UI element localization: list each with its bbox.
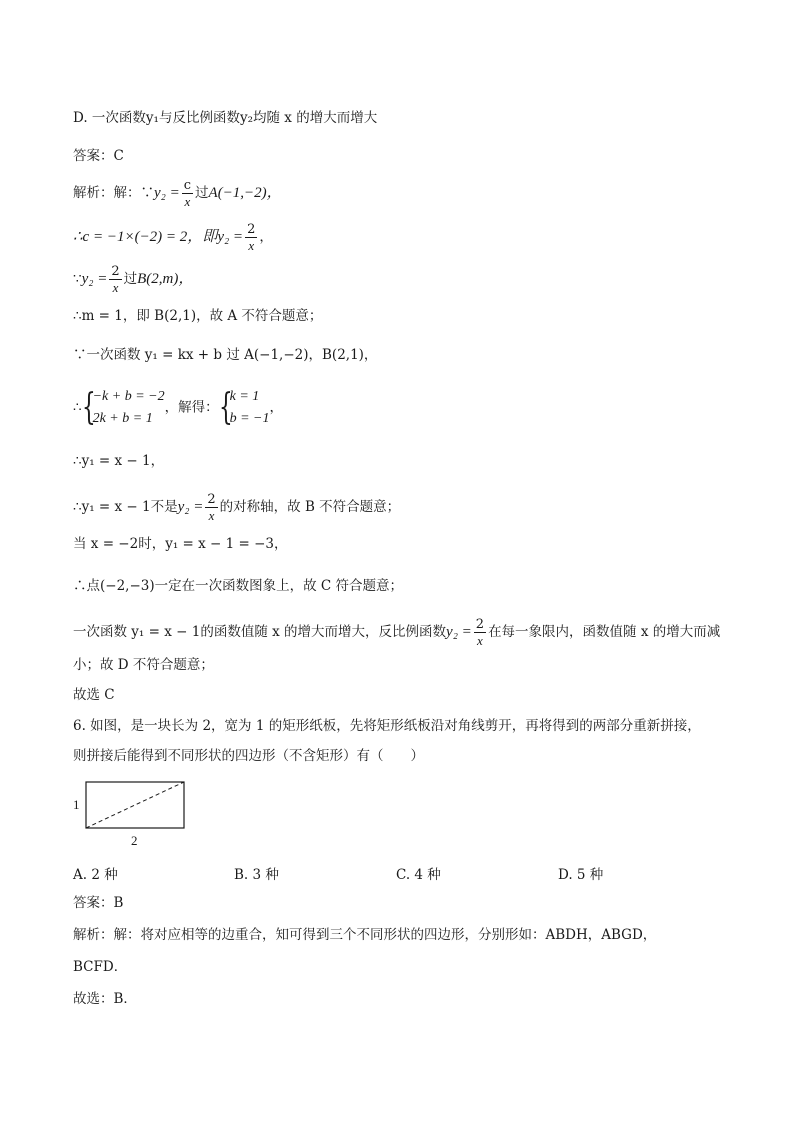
- width-label: 1: [73, 797, 80, 812]
- equation-row: 2k + b = 1: [92, 411, 153, 426]
- sol3-pass: 过: [123, 271, 138, 287]
- fraction-num: 2: [111, 264, 120, 279]
- sol1-point: A(−1,−2)，: [208, 185, 282, 201]
- answer-6: 答案：B: [73, 895, 124, 911]
- sol2-end: ，: [259, 229, 273, 245]
- fraction-c-over-x: [182, 178, 193, 209]
- solution-line-6: [73, 386, 283, 430]
- fraction-num: 2: [207, 492, 216, 507]
- solution-line-2: [73, 222, 273, 253]
- final-choice-c: 故选 C: [73, 687, 115, 703]
- sol3-point: B(2,m)，: [137, 271, 194, 287]
- solution-line-4: ∴m = 1，即 B(2,1)，故 A 不符合题意；: [73, 308, 323, 324]
- fraction-2-over-x: [474, 617, 486, 648]
- sol3-lhs: y₂ =: [81, 271, 108, 287]
- sol6-solve: ，解得：: [164, 399, 219, 416]
- sol11-prefix: 一次函数 y₁ = x − 1的函数值随 x 的增大而增大，反比例函数: [73, 624, 447, 640]
- fraction-den: x: [112, 280, 119, 295]
- sol8-end: 的对称轴，故 B 不符合题意；: [219, 499, 401, 515]
- solution-row: b = −1: [229, 411, 270, 426]
- sol1-prefix: 解析：解：∵: [73, 185, 154, 201]
- brace: {: [218, 387, 233, 428]
- sol2-text: ∴c = −1×(−2) = 2，即: [73, 229, 218, 245]
- sol1-pass: 过: [195, 185, 209, 201]
- diagonal-dashed: [86, 782, 184, 828]
- solution-line-12: 小；故 D 不符合题意；: [73, 657, 214, 673]
- fraction-2-over-x: [109, 264, 121, 295]
- solution-line-9: 当 x = −2时，y₁ = x − 1 = −3，: [73, 536, 288, 552]
- explanation-6-line-2: BCFD．: [73, 959, 128, 975]
- sol8-lhs: y₂ =: [177, 499, 204, 515]
- fraction-den: x: [208, 508, 215, 523]
- question-6-text-2: 则拼接后能得到不同形状的四边形（不含矩形）有（ ）: [73, 748, 424, 764]
- fraction-den: x: [184, 194, 191, 209]
- equation-system: [82, 386, 165, 430]
- sol8-prefix: ∴y₁ = x − 1不是: [73, 499, 178, 515]
- sol2-lhs: y₂ =: [217, 229, 244, 245]
- sol11-lhs: y₂ =: [446, 624, 472, 640]
- rectangle-figure: [70, 778, 195, 850]
- sol11-end: 在每一象限内，函数值随 x 的增大而减: [488, 624, 721, 640]
- option-c: C. 4 种: [396, 867, 441, 883]
- question-6-text-1: 6. 如图，是一块长为 2，宽为 1 的矩形纸板，先将矩形纸板沿对角线剪开，再将得到的两部分重新拼接，: [73, 718, 701, 734]
- answer-line: 答案：C: [73, 148, 124, 164]
- solution-line-7: ∴y₁ = x − 1，: [73, 453, 165, 469]
- sol1-lhs: y₂ =: [154, 185, 180, 201]
- final-choice-6: 故选：B．: [73, 991, 137, 1007]
- fraction-num: c: [183, 178, 192, 193]
- option-b: B. 3 种: [234, 867, 279, 883]
- solution-line-10: ∴点(−2,−3)一定在一次函数图象上，故 C 符合题意；: [73, 578, 404, 594]
- solution-line-1: [73, 178, 282, 209]
- solution-line-8: [73, 492, 400, 523]
- explanation-6-line-1: 解析：解：将对应相等的边重合，知可得到三个不同形状的四边形，分别形如：ABDH，ABGD，: [73, 927, 657, 943]
- fraction-num: 2: [247, 222, 256, 237]
- option-d-text: D. 一次函数y₁与反比例函数y₂均随 x 的增大而增大: [73, 110, 378, 126]
- length-label: 2: [131, 833, 138, 848]
- solution-line-11: [73, 617, 720, 648]
- option-a: A. 2 种: [73, 867, 118, 883]
- fraction-2-over-x: [245, 222, 257, 253]
- sol3-prefix: ∵: [73, 271, 82, 287]
- sol6-prefix: ∴: [73, 399, 82, 416]
- solution-system: [219, 386, 270, 430]
- brace: {: [81, 387, 96, 428]
- fraction-den: x: [477, 633, 483, 648]
- solution-line-3: [73, 264, 193, 295]
- option-d: D. 5 种: [558, 867, 604, 883]
- fraction-num: 2: [475, 617, 485, 632]
- sol6-end: ，: [269, 399, 284, 416]
- solution-line-5: ∵一次函数 y₁ = kx + b 过 A(−1,−2)，B(2,1)，: [73, 347, 378, 363]
- solution-row: k = 1: [229, 389, 260, 404]
- fraction-2-over-x: [205, 492, 217, 523]
- fraction-den: x: [248, 238, 255, 253]
- equation-row: −k + b = −2: [92, 389, 165, 404]
